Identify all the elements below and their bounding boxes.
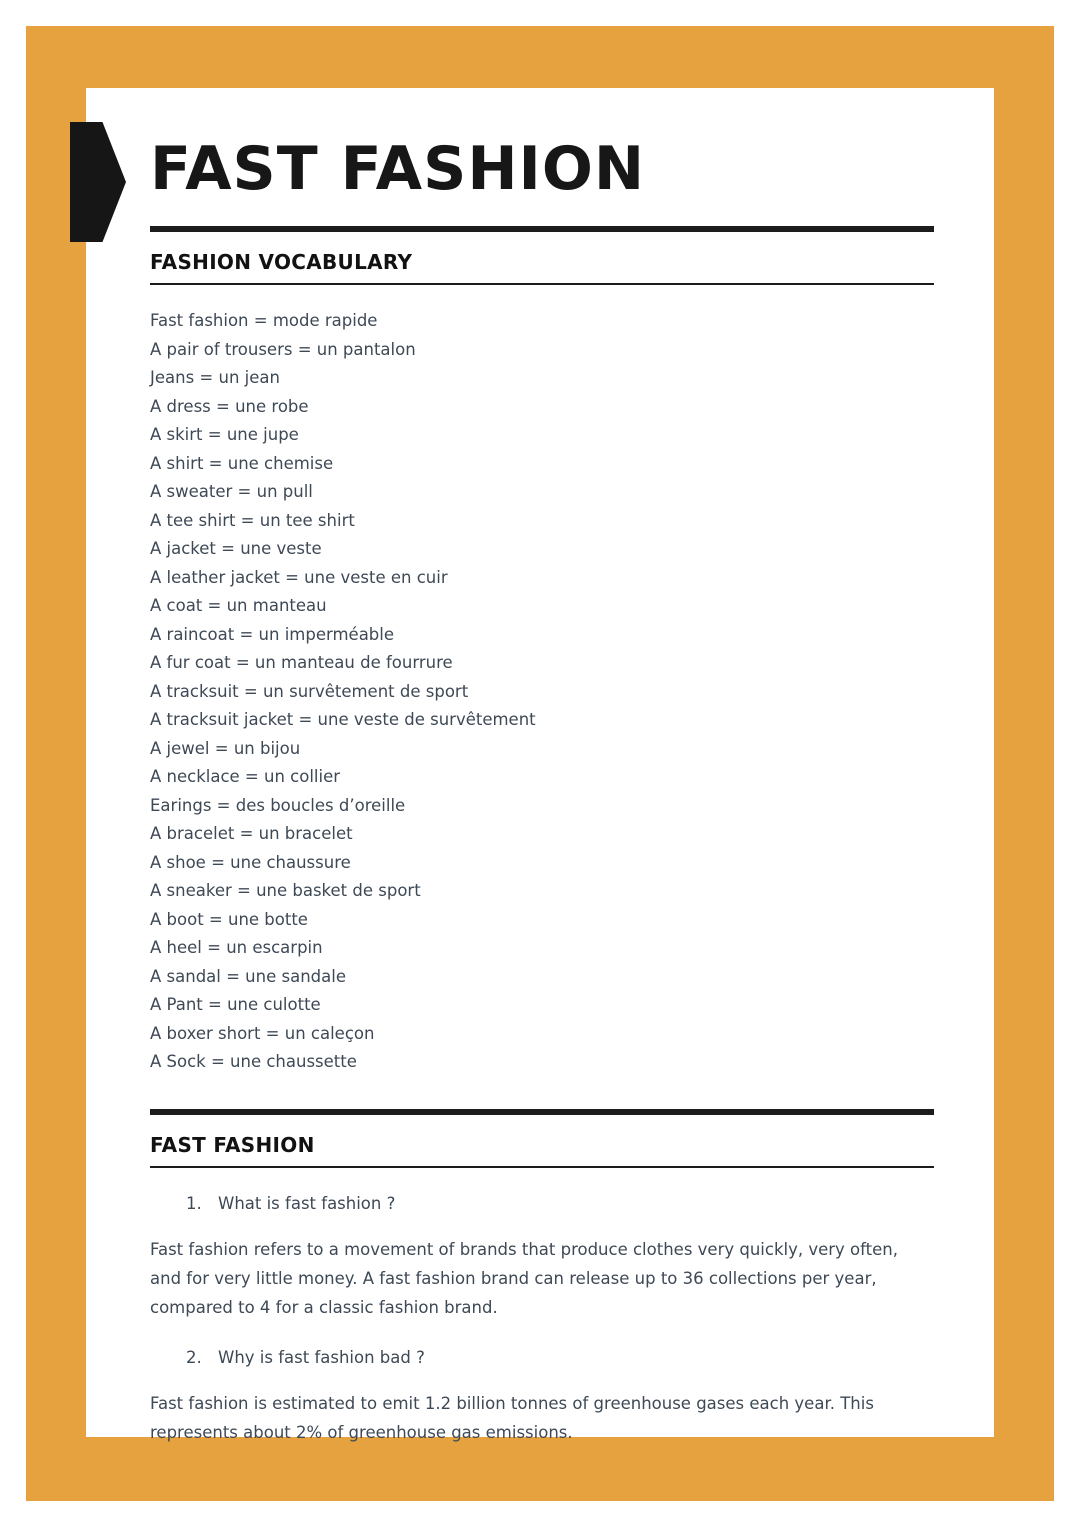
vocabulary-item: A tracksuit = un survêtement de sport: [150, 681, 469, 701]
vocabulary-list: [150, 307, 934, 1077]
vocabulary-item: A jacket = une veste: [150, 539, 322, 558]
question-text: Why is fast fashion bad ?: [218, 1347, 425, 1367]
vocabulary-item: A dress = une robe: [150, 396, 309, 416]
vocabulary-item: A boxer short = un caleçon: [150, 1023, 375, 1043]
page-content: [86, 88, 994, 1447]
question-text: What is fast fashion ?: [218, 1193, 396, 1213]
vocabulary-item: Jeans = un jean: [150, 368, 280, 387]
divider-thick-top: [150, 226, 934, 232]
vocabulary-item: A heel = un escarpin: [150, 938, 323, 957]
vocabulary-item: A Pant = une culotte: [150, 995, 321, 1014]
vocabulary-item: A shirt = une chemise: [150, 453, 334, 473]
vocabulary-item: A tee shirt = un tee shirt: [150, 510, 355, 530]
worksheet-page: [86, 88, 994, 1442]
vocabulary-item: A sneaker = une basket de sport: [150, 881, 421, 900]
vocabulary-item: A sandal = une sandale: [150, 966, 346, 986]
vocabulary-item: A jewel = un bijou: [150, 738, 301, 758]
vocabulary-item: Fast fashion = mode rapide: [150, 311, 378, 330]
qa-list: [150, 1194, 934, 1447]
question-number: 2.: [186, 1347, 202, 1367]
vocabulary-item: A bracelet = un bracelet: [150, 824, 353, 843]
vocabulary-item: A fur coat = un manteau de fourrure: [150, 653, 453, 672]
vocabulary-item: A boot = une botte: [150, 909, 308, 929]
qa-block: [150, 1348, 934, 1447]
vocabulary-item: A Sock = une chaussette: [150, 1052, 357, 1071]
vocabulary-item: A tracksuit jacket = une veste de survêtement: [150, 710, 536, 729]
vocabulary-item: A shoe = une chaussure: [150, 852, 351, 872]
question: [150, 1194, 934, 1213]
divider-thick-middle: [150, 1109, 934, 1115]
vocabulary-item: A coat = un manteau: [150, 596, 327, 615]
vocabulary-item: Earings = des boucles d’oreille: [150, 795, 406, 815]
fast-fashion-section-heading: FAST FASHION: [150, 1133, 934, 1168]
question: [150, 1348, 934, 1367]
page-title: FAST FASHION: [150, 134, 646, 204]
vocabulary-item: A necklace = un collier: [150, 767, 341, 786]
vocabulary-item: A leather jacket = une veste en cuir: [150, 567, 448, 587]
answer-paragraph: Fast fashion refers to a movement of brands that produce clothes very quickly, very often, and for very little money. A fast fashion brand can release up to 36 collections per year, compared to 4 for a classic fashion brand.: [150, 1239, 898, 1317]
orange-border-frame: [26, 26, 1054, 1501]
vocabulary-item: A sweater = un pull: [150, 482, 313, 501]
question-number: 1.: [186, 1193, 202, 1213]
vocabulary-item: A raincoat = un imperméable: [150, 624, 395, 644]
answer-paragraph: Fast fashion is estimated to emit 1.2 billion tonnes of greenhouse gases each year. This represents about 2% of greenhouse gas emissions.: [150, 1393, 874, 1442]
qa-block: [150, 1194, 934, 1322]
vocabulary-item: A skirt = une jupe: [150, 425, 299, 444]
vocabulary-section-heading: FASHION VOCABULARY: [150, 250, 934, 285]
vocabulary-item: A pair of trousers = un pantalon: [150, 339, 416, 359]
